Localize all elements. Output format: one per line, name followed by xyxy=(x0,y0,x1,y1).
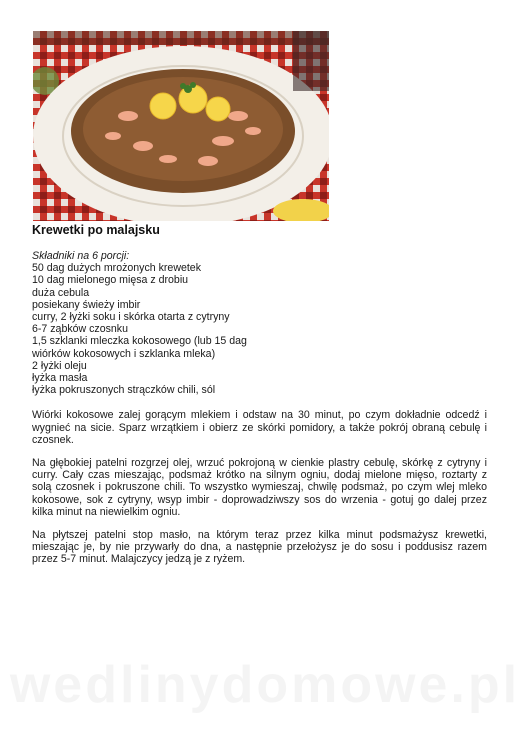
recipe-title: Krewetki po malajsku xyxy=(32,223,160,237)
ingredient-item: 6-7 ząbków czosnku xyxy=(32,323,128,336)
instruction-paragraph: Na głębokiej patelni rozgrzej olej, wrzuć pokrojoną w cienkie plastry cebulę, skórkę z cytryny i curry. Cały czas mieszając, podsmaż krótko na silnym ogniu, dodaj mielone mięso, roztarty z solą czosnek i pokruszone chili. To wszystko wymieszaj, chwilę podsmaż, po czym wlej mleko kokosowe, sok z cytryny, wsyp imbir - doprowadziwszy sos do wrzenia - gotuj go dalej przez kilka minut na niewielkim ogniu. xyxy=(32,457,487,518)
ingredient-item: 1,5 szklanki mleczka kokosowego (lub 15 dag wiórków kokosowych i szklanka mleka) xyxy=(32,335,247,360)
instruction-paragraph: Wiórki kokosowe zalej gorącym mlekiem i odstaw na 30 minut, po czym dokładnie odcedź i wygnieć na sicie. Sparz wrzątkiem i obierz ze skórki pomidory, a także pokrój obraną cebulę i czosnek. xyxy=(32,409,487,446)
ingredient-item: duża cebula xyxy=(32,286,90,299)
ingredient-item: 2 łyżki oleju xyxy=(32,359,87,372)
servings-heading: Składniki na 6 porcji: xyxy=(32,250,130,262)
ingredients-list xyxy=(32,262,487,396)
instruction-paragraph: Na płytszej patelni stop masło, na którym teraz przez kilka minut podsmażysz krewetki, mieszając je, by nie przywarły do dna, a następnie przełożysz je do sosu i poddusisz razem przez 5-7 minut. Malajczycy jedzą je z ryżem. xyxy=(32,529,487,566)
site-watermark xyxy=(0,655,530,715)
ingredient-item: 50 dag dużych mrożonych krewetek xyxy=(32,262,201,275)
dish-photo xyxy=(33,31,329,221)
ingredient-item: posiekany świeży imbir xyxy=(32,298,141,311)
recipe-body xyxy=(32,250,487,566)
ingredient-item: curry, 2 łyżki soku i skórka otarta z cytryny xyxy=(32,311,230,324)
ingredient-item: łyżka masła xyxy=(32,372,88,385)
ingredient-item: 10 dag mielonego mięsa z drobiu xyxy=(32,274,189,287)
ingredient-item: łyżka pokruszonych strączków chili, sól xyxy=(32,384,216,397)
shrimp-dish-illustration xyxy=(33,31,329,221)
